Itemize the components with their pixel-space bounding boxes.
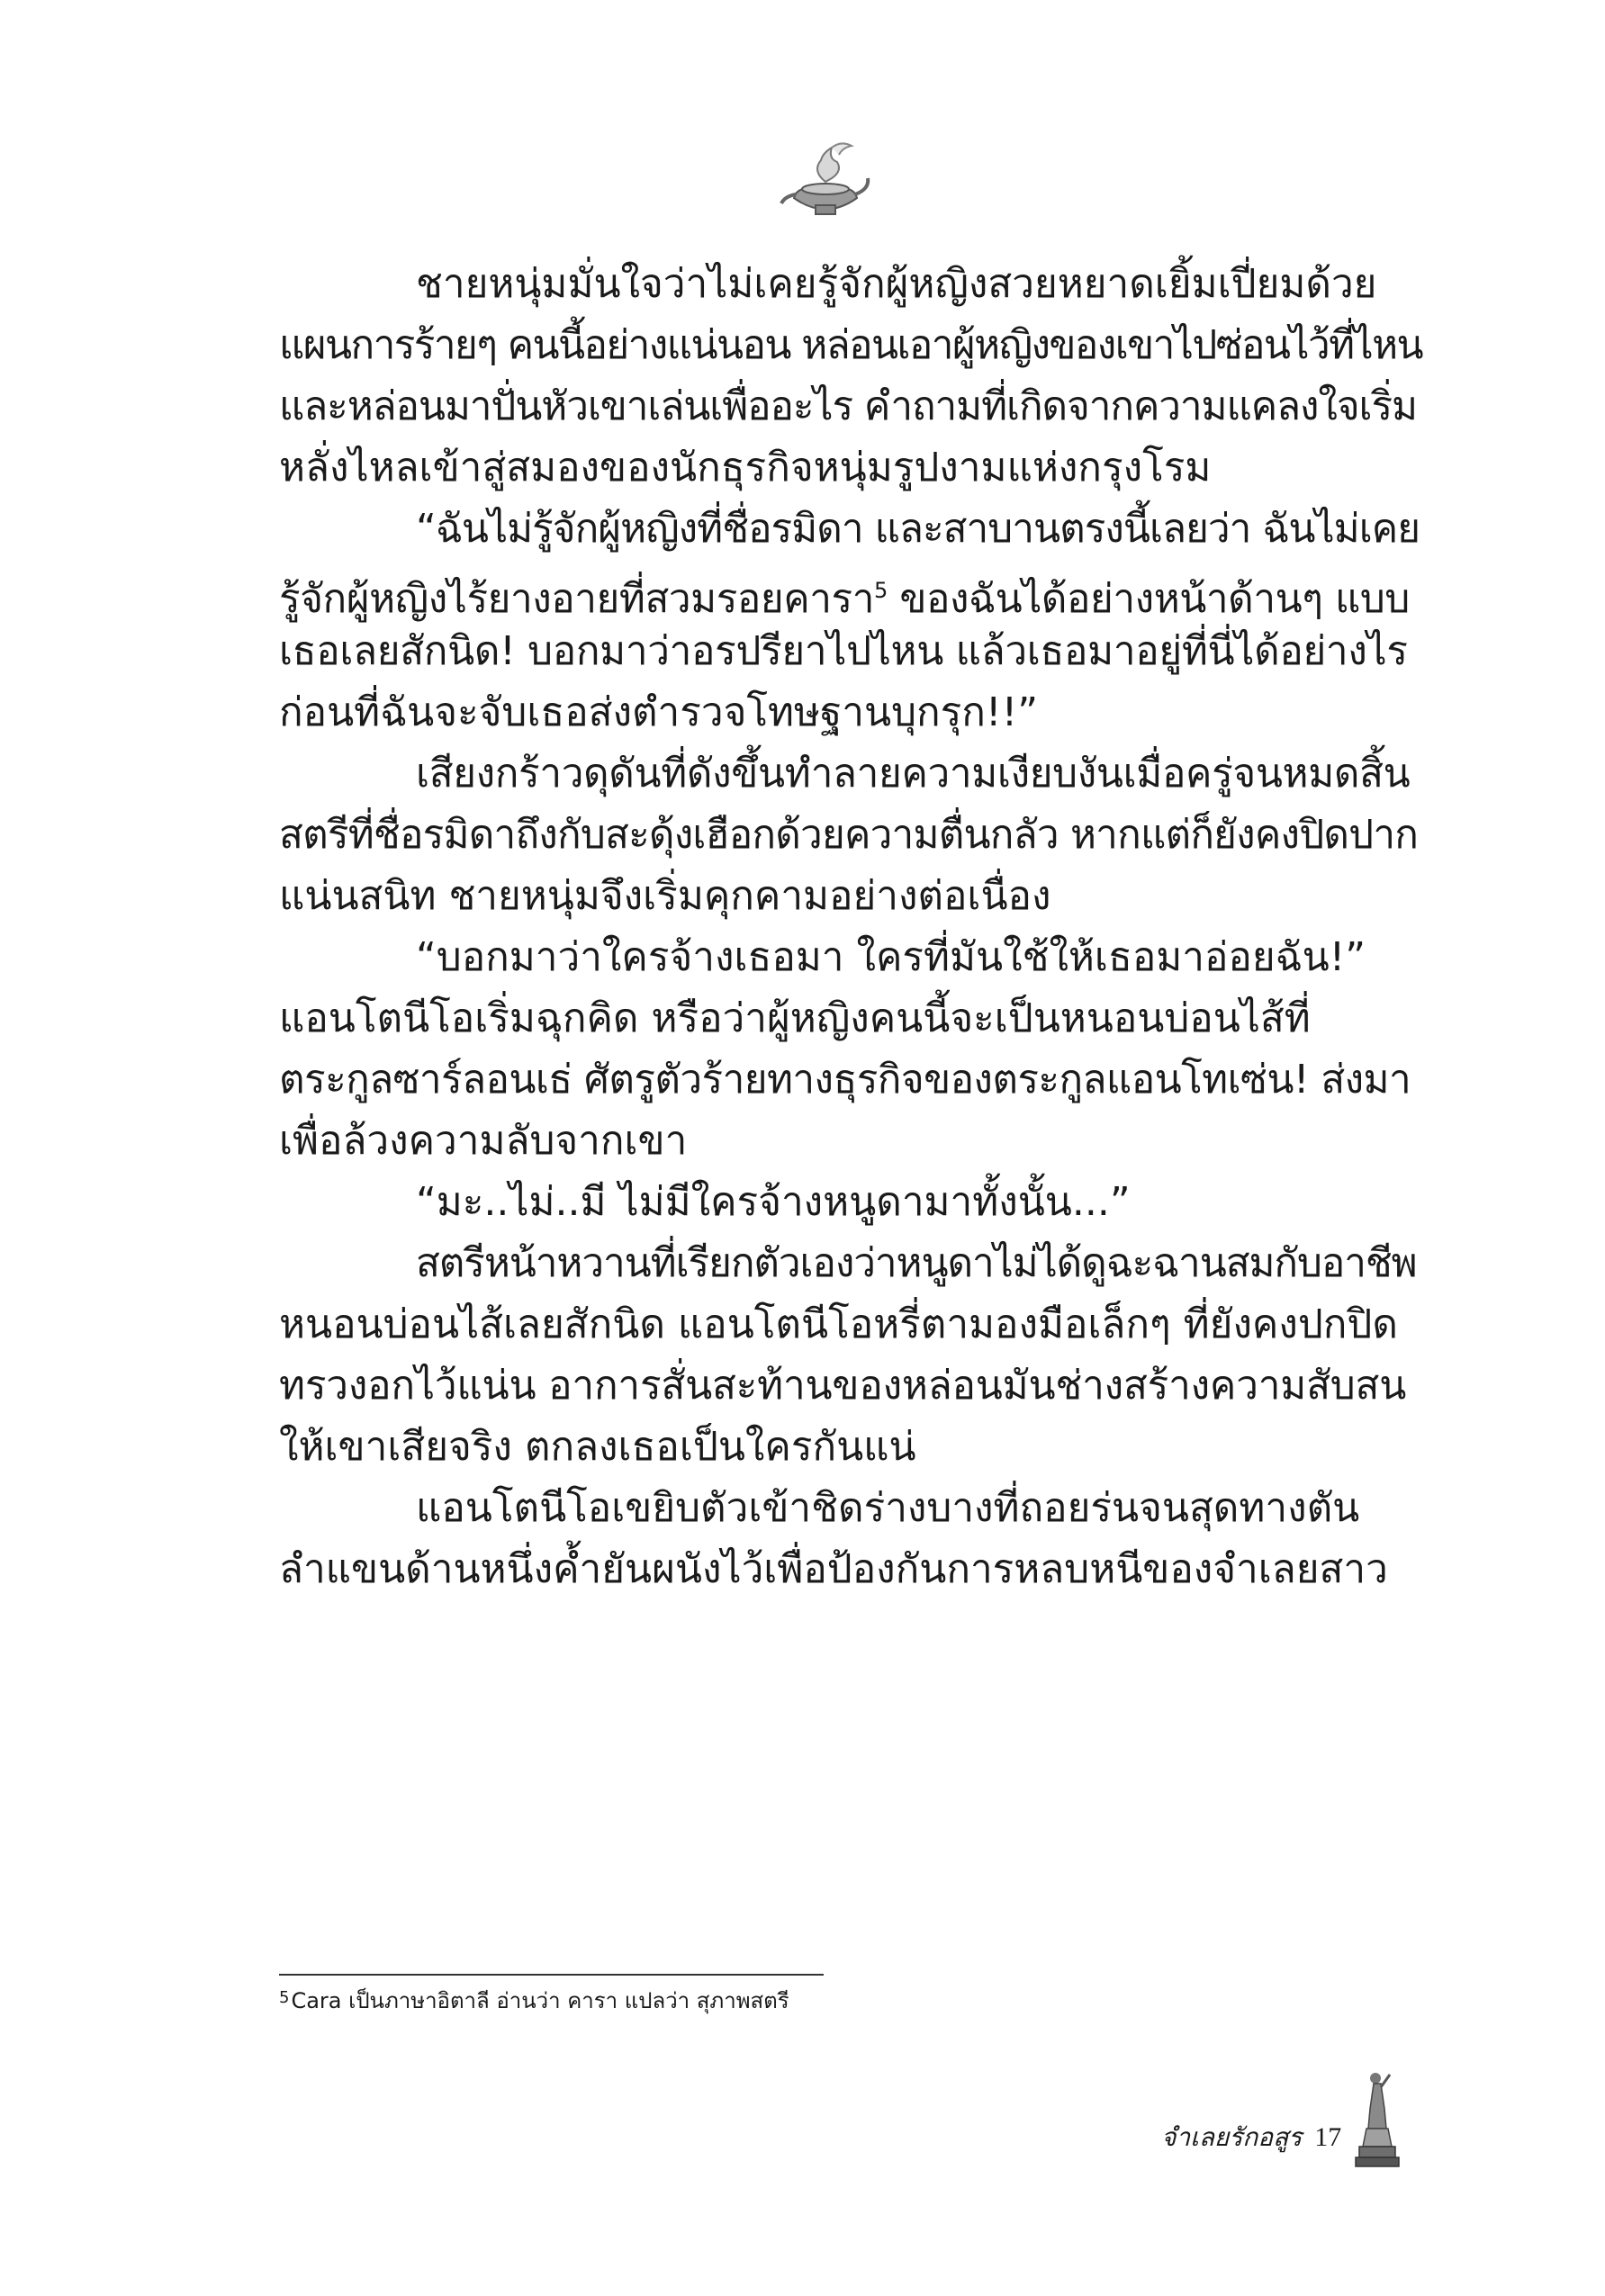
book-title: จำเลยรักอสูร (1161, 2122, 1303, 2152)
text-line (279, 437, 1404, 499)
text-line (279, 1478, 1404, 1539)
text-line-content: “บอกมาว่าใครจ้างเธอมา ใครที่มันใช้ให้เธอมาอ่อยฉัน!” (416, 934, 1366, 980)
footnote (279, 1983, 789, 2016)
text-line (279, 560, 1410, 622)
text-line (279, 988, 1404, 1049)
text-line-content: “มะ..ไม่..มี ไม่มีใครจ้างหนูดามาทั้งนั้น...” (416, 1179, 1131, 1225)
text-line (279, 1355, 1407, 1417)
text-line-content: ชายหนุ่มมั่นใจว่าไม่เคยรู้จักผู้หญิงสวยหยาดเยิ้มเปี่ยมด้วย (416, 261, 1377, 307)
text-line (279, 1539, 1404, 1600)
text-line (279, 1111, 1404, 1172)
footnote-divider (279, 1974, 824, 1976)
footnote-ref: 5 (873, 578, 888, 603)
text-line-content: ให้เขาเสียจริง ตกลงเธอเป็นใครกันแน่ (279, 1424, 916, 1470)
text-line-content: แน่นสนิท ชายหนุ่มจึงเริ่มคุกคามอย่างต่อเนื่อง (279, 873, 1051, 919)
text-line (279, 315, 1423, 376)
text-line (279, 1417, 1404, 1478)
text-line-content: สตรีที่ชื่อรมิดาถึงกับสะดุ้งเฮือกด้วยความตื่นกลัว หากแต่ก็ยังคงปิดปาก (279, 812, 1419, 858)
text-line-content: หลั่งไหลเข้าสู่สมองของนักธุรกิจหนุ่มรูปงามแห่งกรุงโรม (279, 445, 1212, 491)
text-line (279, 866, 1404, 927)
text-line-content: เธอเลยสักนิด! บอกมาว่าอรปรียาไปไหน แล้วเธอมาอยู่ที่นี่ได้อย่างไร (279, 628, 1408, 674)
text-line-continuation: ของฉันได้อย่างหน้าด้านๆ แบบ (887, 576, 1410, 622)
text-line (279, 682, 1404, 743)
text-line-content: เพื่อล้วงความลับจากเขา (279, 1118, 688, 1164)
text-line-content: รู้จักผู้หญิงไร้ยางอายที่สวมรอยคารา (279, 576, 874, 622)
text-line (279, 376, 1417, 437)
text-line-content: ทรวงอกไว้แน่น อาการสั่นสะท้านของหล่อนมันช่างสร้างความสับสน (279, 1363, 1407, 1409)
footnote-text: Cara เป็นภาษาอิตาลี อ่านว่า คารา แปลว่า สุภาพสตรี (291, 1988, 789, 2013)
text-line-content: แผนการร้ายๆ คนนี้อย่างแน่นอน หล่อนเอาผู้หญิงของเขาไปซ่อนไว้ที่ไหน (279, 322, 1423, 368)
text-line-content: แอนโตนีโอเขยิบตัวเข้าชิดร่างบางที่ถอยร่นจนสุดทางตัน (416, 1485, 1360, 1531)
text-line (279, 499, 1420, 560)
main-text (279, 254, 1423, 1600)
statue-ornament-icon (1354, 2066, 1401, 2174)
text-line (279, 1233, 1417, 1294)
text-line (279, 743, 1411, 805)
text-line (279, 1294, 1404, 1355)
text-line-content: และหล่อนมาปั่นหัวเขาเล่นเพื่ออะไร คำถามที่เกิดจากความแคลงใจเริ่ม (279, 383, 1417, 429)
text-line-content: ลำแขนด้านหนึ่งค้ำยันผนังไว้เพื่อป้องกันการหลบหนีของจำเลยสาว (279, 1546, 1388, 1592)
text-line-content: แอนโตนีโอเริ่มฉุกคิด หรือว่าผู้หญิงคนนี้จะเป็นหนอนบ่อนไส้ที่ (279, 995, 1311, 1041)
lamp-ornament-icon (776, 135, 875, 225)
page-number: 17 (1314, 2122, 1342, 2152)
text-line (279, 805, 1419, 866)
footnote-number: 5 (279, 1988, 290, 2007)
text-line-content: หนอนบ่อนไส้เลยสักนิด แอนโตนีโอหรี่ตามองมือเล็กๆ ที่ยังคงปกปิด (279, 1301, 1398, 1347)
text-line-content: เสียงกร้าวดุดันที่ดังขึ้นทำลายความเงียบงันเมื่อครู่จนหมดสิ้น (416, 751, 1411, 797)
text-line (279, 621, 1408, 682)
page-footer (1161, 2102, 1401, 2174)
text-line-content: ก่อนที่ฉันจะจับเธอส่งตำรวจโทษฐานบุกรุก!!” (279, 689, 1039, 735)
text-line (279, 254, 1404, 315)
text-line (279, 927, 1404, 988)
text-line (279, 1172, 1404, 1233)
text-line-content: สตรีหน้าหวานที่เรียกตัวเองว่าหนูดาไม่ได้ดูฉะฉานสมกับอาชีพ (416, 1240, 1417, 1286)
text-line (279, 1049, 1411, 1111)
text-line-content: ตระกูลซาร์ลอนเธ่ ศัตรูตัวร้ายทางธุรกิจของตระกูลแอนโทเซ่น! ส่งมา (279, 1057, 1411, 1103)
text-line-content: “ฉันไม่รู้จักผู้หญิงที่ชื่อรมิดา และสาบานตรงนี้เลยว่า ฉันไม่เคย (416, 506, 1420, 552)
